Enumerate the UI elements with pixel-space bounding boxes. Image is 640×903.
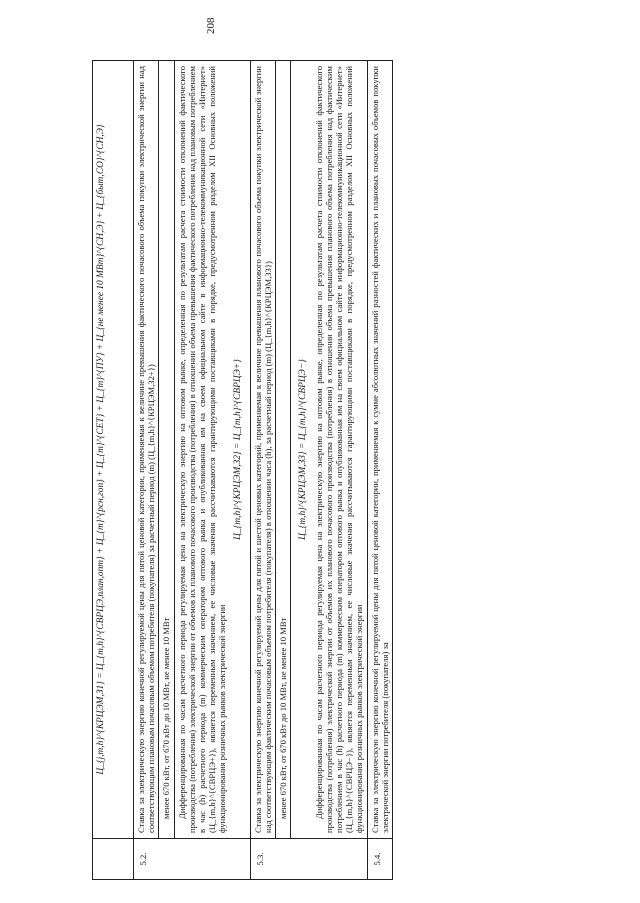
row-heading: Ставка за электрическую энергию конечной регулируемой цены для пятой и шестой ценовых категорий, применяемая к величине превышения планового почасового объема покупки электрической энергии над соответствующим фактическим почасовым объемом потребителя (покупателя) в отношении часа (h), за расчетный период (m) (Ц_{m,h}^{КРЦЭМ,З3}): [250, 61, 275, 839]
row-number: 5.3.: [250, 839, 367, 880]
row-body: Дифференцированная по часам расчетного периода регулируемая цена на электрическую энергию на оптовом рынке, определенная по результатам расчета стоимости отклонений фактического производства (потребления) электрической энергии от объемов их планового почасового производства (потребления) в отношении объема превышения фактического потребления над плановым потреблением в час (h) расчетного периода (m) коммерческим оператором оптового рынка и опубликованная им на своем официальном сайте в информационно-телекоммуникационной сети «Интернет» (Ц_{m,h}^{СВРЦЭ+}), является переменным значением, ее числовые значения рассчитываются гарантирующими поставщиками в порядке, предусмотренном разделом XII Основных положений функционирования розничных рынков электрической энергии: [176, 66, 228, 833]
table-row: [174, 61, 250, 880]
row-subheading: менее 670 кВт, от 670 кВт до 10 МВт, не менее 10 МВт: [276, 61, 291, 839]
row-heading: Ставка за электрическую энергию конечной регулируемой цены для пятой ценовой категории, применяемая к сумме абсолютных значений разностей фактических и плановых почасовых объемов покупки электрической энергии потребителя (покупателя) за: [367, 61, 392, 839]
row-heading: Ставка за электрическую энергию конечной регулируемой цены для пятой ценовой категории, применяемая к величине превышения фактического почасового объема покупки электрической энергии над соответствующим плановым почасовым объемом потребителя (покупателя) за расчетный период (m) (Ц_{m,h}^{КРЦЭМ,З2+}): [134, 61, 159, 839]
table-row: [291, 61, 367, 880]
row-number: 5.2.: [134, 839, 251, 880]
row-body: Дифференцированная по часам расчетного периода регулируемая цена на электрическую энергию на оптовом рынке, определенная по результатам расчета стоимости отклонений фактического производства (потребления) электрической энергии от объемов их планового почасового производства (потребления) в отношении объема превышения планового объема потребления над фактическим потреблением в час (h) расчетного периода (m) коммерческим оператором оптового рынка и опубликованная им на своем официальном сайте в информационно-телекоммуникационной сети «Интернет» (Ц_{m,h}^{СВРЦЭ−}), является переменным значением, ее числовые значения рассчитываются гарантирующими поставщиками в порядке, предусмотренном разделом XII Основных положений функционирования розничных рынков электрической энергии: [313, 66, 365, 833]
table-row: [250, 61, 275, 880]
row-content: [174, 61, 250, 839]
row-number: 5.4.: [367, 839, 392, 880]
rotated-page: [92, 60, 612, 880]
table-row: [159, 61, 174, 880]
formula-top: Ц_{j,m,h}^{КРЦЭМ,З1} = Ц_{m,h}^{СВРЦЭ,план,опт} + Ц_{m}^{рсн,гоп} + Ц_{m}^{СЕТ} + Ц_{m}^{ПУ} + Ц_{не менее 10 МВт}^{СН,Э} + Ц_{быт,СО}^{СН,Э}: [93, 61, 134, 839]
table-row: [134, 61, 159, 880]
table-row: [93, 61, 134, 880]
row-subheading: менее 670 кВт, от 670 кВт до 10 МВт, не менее 10 МВт: [159, 61, 174, 839]
table-row: [367, 61, 392, 880]
row-content: [291, 61, 367, 839]
page-number: 208: [205, 17, 217, 35]
row-formula: Ц_{m,h}^{КРЦЭМ,З3} = Ц_{m,h}^{СВРЦЭ−}: [298, 359, 309, 540]
tariff-table: [92, 60, 393, 880]
row-number-cell: [93, 839, 134, 880]
row-formula: Ц_{m,h}^{КРЦЭМ,З2} = Ц_{m,h}^{СВРЦЭ+}: [232, 359, 243, 540]
table-row: [276, 61, 291, 880]
rotated-content: [92, 60, 612, 880]
